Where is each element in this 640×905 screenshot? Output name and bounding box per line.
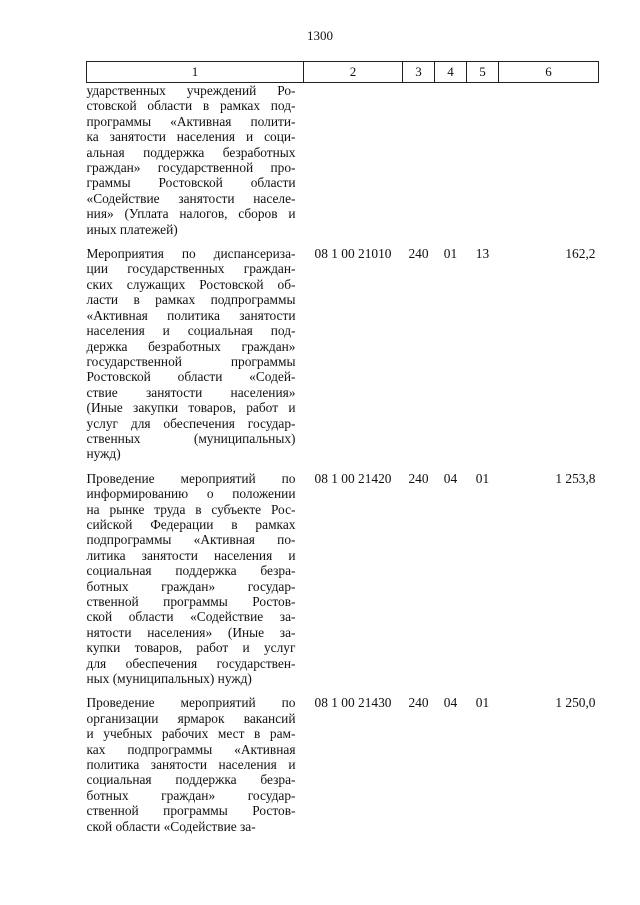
description-line: населения и социальная под- [86,323,296,339]
header-col-5: 5 [467,62,499,83]
header-row [87,62,599,83]
description-line: (Иные закупки товаров, работ и [86,400,296,416]
header-col-4: 4 [435,62,467,83]
description-line: альная поддержка безработных [86,144,296,160]
description-line: ных (муниципальных) нужд) [86,671,252,687]
description-line: ских служащих Ростовской об- [86,276,296,292]
row-description [87,695,304,843]
row-section [435,83,467,247]
description-line: ния» (Уплата налогов, сборов и [86,206,296,222]
table-row [87,246,599,471]
table-row [87,695,599,843]
description-line: «Содействие занятости населе- [86,190,296,206]
description-line: литика занятости населения и [86,547,296,563]
description-line: ствие занятости населения» [86,384,296,400]
row-subsection: 01 [475,470,490,486]
row-target-code: 08 1 00 21430 [314,695,392,711]
description-line: ка занятости населения и соци- [86,129,296,145]
row-section: 04 [443,470,458,486]
description-line: стовской области в рамках под- [86,98,296,114]
description-line: иных платежей) [86,221,178,237]
description-line: политика занятости населения и [86,757,296,773]
row-section: 04 [443,695,458,711]
description-line: нужд) [86,446,121,462]
table-row [87,471,599,696]
description-line: услуг для обеспечения государ- [86,415,296,431]
row-subsection: 01 [475,695,490,711]
table-body [87,83,599,844]
description-line: ции государственных граждан- [86,261,296,277]
row-subsection: 13 [475,246,490,262]
description-line: ках подпрограммы «Активная [86,741,296,757]
description-line: подпрограммы «Активная по- [86,532,296,548]
table-header [87,62,599,83]
description-line: держка безработных граждан» [86,338,296,354]
page-number: 1300 [307,28,333,43]
description-line: и учебных рабочих мест в рам- [86,726,296,742]
description-line: нятости населения» (Иные за- [86,624,296,640]
description-line: социальная поддержка безра- [86,772,296,788]
description-line: информированию о положении [86,486,296,502]
row-section: 01 [443,246,458,262]
description-line: организации ярмарок вакансий [86,710,296,726]
description-line: сийской Федерации в рамках [86,516,296,532]
description-line: ударственных учреждений Ро- [86,83,296,98]
row-amount: 1 250,0 [555,695,596,711]
description-line: Ростовской области «Содей- [86,369,296,385]
description-line: ской области «Содействие за- [86,818,256,834]
row-amount [499,83,599,247]
row-description [87,471,304,696]
description-line: государственной программы [86,353,296,369]
row-description [87,83,304,247]
description-line: ственных (муниципальных) [86,430,296,446]
description-line: на рынке труда в субъекте Рос- [86,501,296,517]
description-line: Мероприятия по диспансериза- [86,246,296,262]
description-line: Проведение мероприятий по [86,695,296,711]
description-line: ственной программы Ростов- [86,594,296,609]
table-row [87,83,599,247]
description-line: ласти в рамках подпрограммы [86,292,296,308]
description-line: для обеспечения государствен- [86,655,296,671]
description-line: социальная поддержка безра- [86,563,296,579]
header-col-6: 6 [499,62,599,83]
description-line: граммы Ростовской области [86,175,296,191]
description-line: программы «Активная полити- [86,113,296,129]
description-line: ботных граждан» государ- [86,787,296,803]
header-col-3: 3 [403,62,435,83]
row-description [87,246,304,471]
row-expense-type [403,83,435,247]
budget-table [86,61,599,843]
description-line: купки товаров, работ и услуг [86,640,296,656]
row-amount: 162,2 [565,246,596,262]
description-line: ской области «Содействие за- [86,609,296,625]
row-subsection [467,83,499,247]
row-target-code: 08 1 00 21010 [314,246,392,262]
header-col-2: 2 [304,62,403,83]
row-target-code [304,83,403,247]
row-expense-type: 240 [408,246,429,262]
row-expense-type: 240 [408,470,429,486]
row-amount: 1 253,8 [555,470,596,486]
header-col-1: 1 [87,62,304,83]
description-line: ственной программы Ростов- [86,803,296,819]
description-line: граждан» государственной про- [86,160,296,176]
description-line: ботных граждан» государ- [86,578,296,594]
row-target-code: 08 1 00 21420 [314,470,392,486]
row-expense-type: 240 [408,695,429,711]
description-line: «Активная политика занятости [86,307,296,323]
description-line: Проведение мероприятий по [86,470,296,486]
